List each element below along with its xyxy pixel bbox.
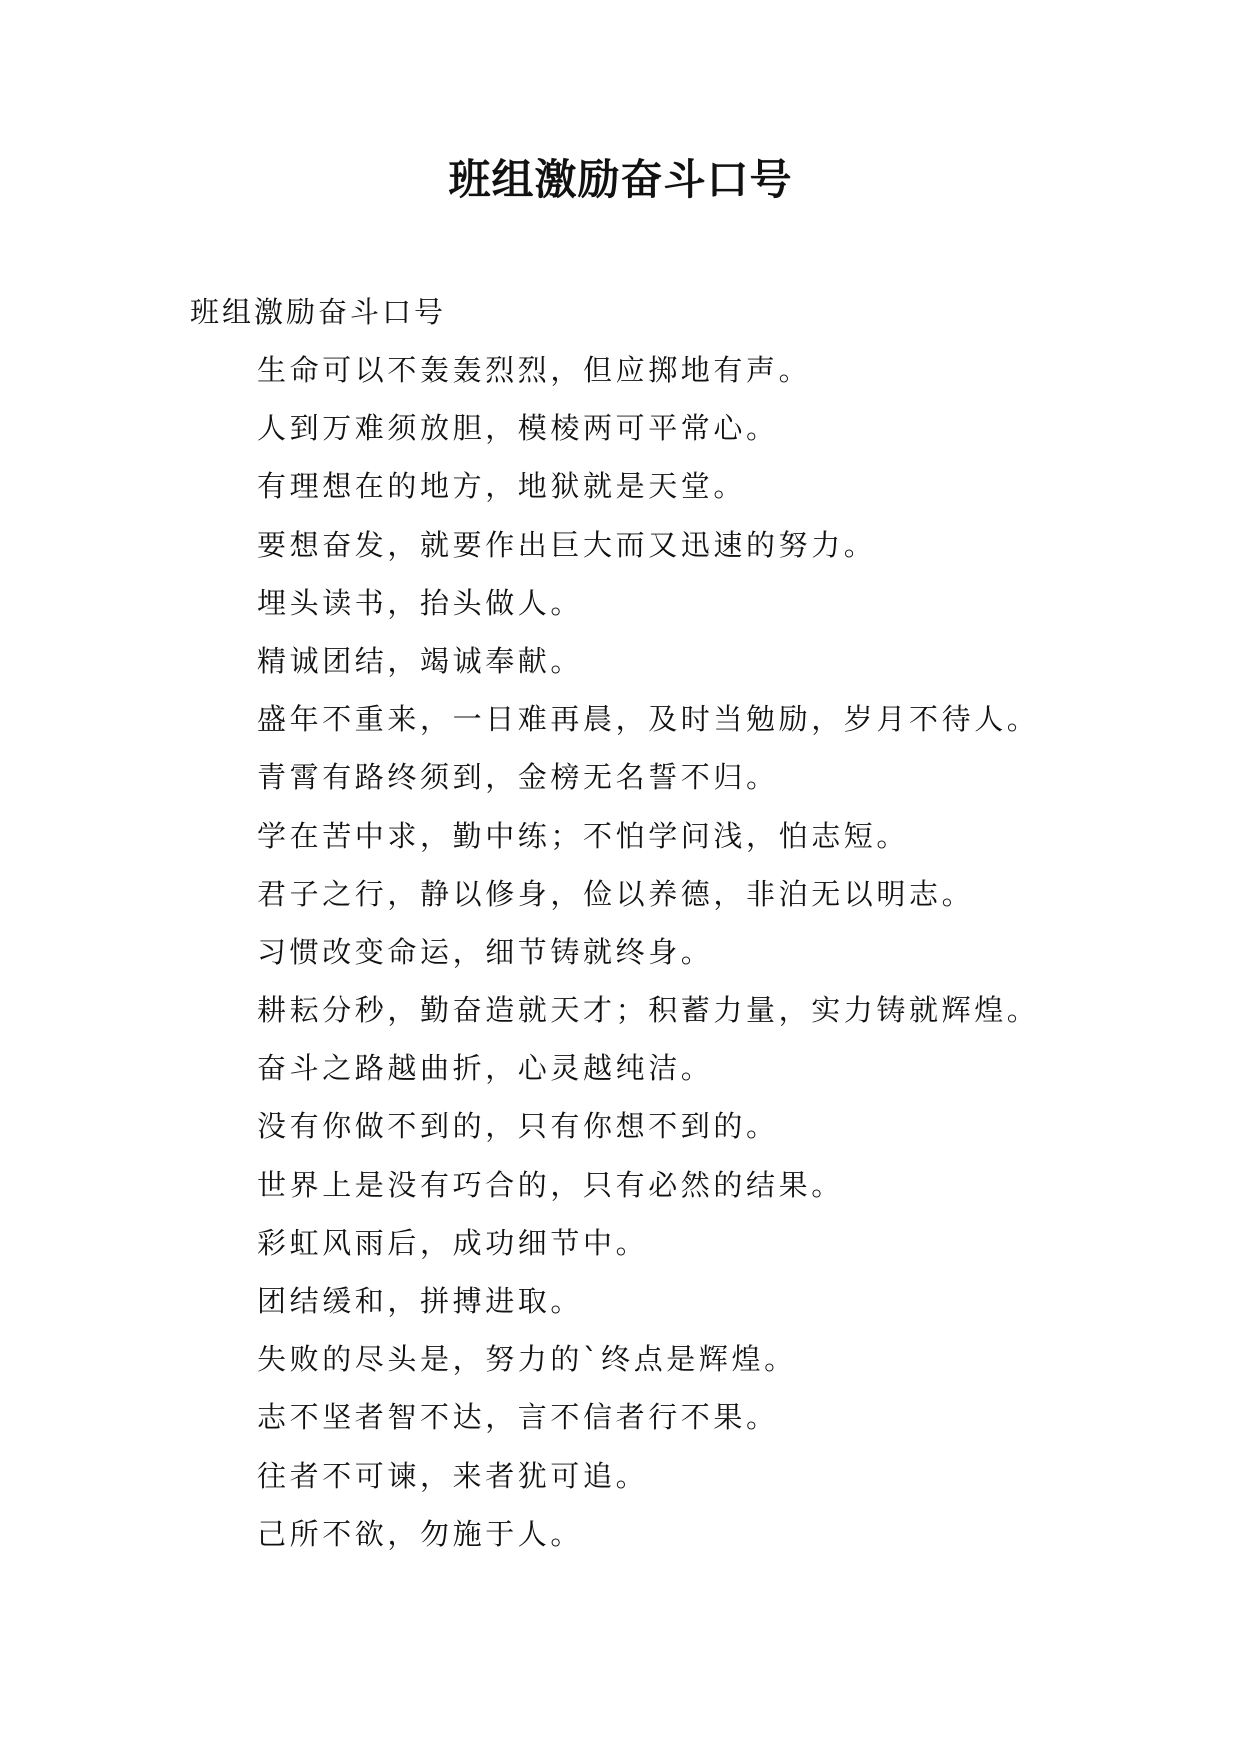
slogan-line: 世界上是没有巧合的，只有必然的结果。 <box>257 1167 844 1202</box>
slogan-line: 团结缓和，拼搏进取。 <box>257 1284 584 1318</box>
slogan-line: 往者不可谏，来者犹可追。 <box>257 1458 649 1493</box>
slogan-line: 耕耘分秒，勤奋造就天才；积蓄力量，实力铸就辉煌。 <box>257 993 1040 1028</box>
slogan-line: 有理想在的地方，地狱就是天堂。 <box>257 469 747 504</box>
slogan-list <box>257 350 1039 1572</box>
slogan-line: 奋斗之路越曲折，心灵越纯洁。 <box>257 1051 714 1086</box>
slogan-line: 君子之行，静以修身，俭以养德，非泊无以明志。 <box>257 876 975 911</box>
slogan-line: 人到万难须放胆，模棱两可平常心。 <box>257 411 779 446</box>
slogan-line: 志不坚者智不达，言不信者行不果。 <box>257 1400 779 1435</box>
document-title: 班组激励奋斗口号 <box>448 155 793 204</box>
slogan-line: 盛年不重来，一日难再晨，及时当勉励，岁月不待人。 <box>257 702 1040 737</box>
document-subtitle: 班组激励奋斗口号 <box>190 295 447 329</box>
slogan-line: 己所不欲，勿施于人。 <box>257 1516 584 1551</box>
slogan-line: 没有你做不到的，只有你想不到的。 <box>257 1109 779 1144</box>
slogan-line: 失败的尽头是，努力的`终点是辉煌。 <box>257 1342 797 1377</box>
slogan-line: 彩虹风雨后，成功细节中。 <box>257 1225 649 1260</box>
slogan-line: 埋头读书，抬头做人。 <box>257 585 584 620</box>
slogan-line: 要想奋发，就要作出巨大而又迅速的努力。 <box>257 527 877 562</box>
slogan-line: 学在苦中求，勤中练；不怕学问浅，怕志短。 <box>257 818 910 853</box>
slogan-line: 生命可以不轰轰烈烈，但应掷地有声。 <box>257 353 812 387</box>
slogan-line: 习惯改变命运，细节铸就终身。 <box>257 934 714 969</box>
slogan-line: 精诚团结，竭诚奉献。 <box>257 643 584 678</box>
slogan-line: 青霄有路终须到，金榜无名誓不归。 <box>257 760 779 795</box>
